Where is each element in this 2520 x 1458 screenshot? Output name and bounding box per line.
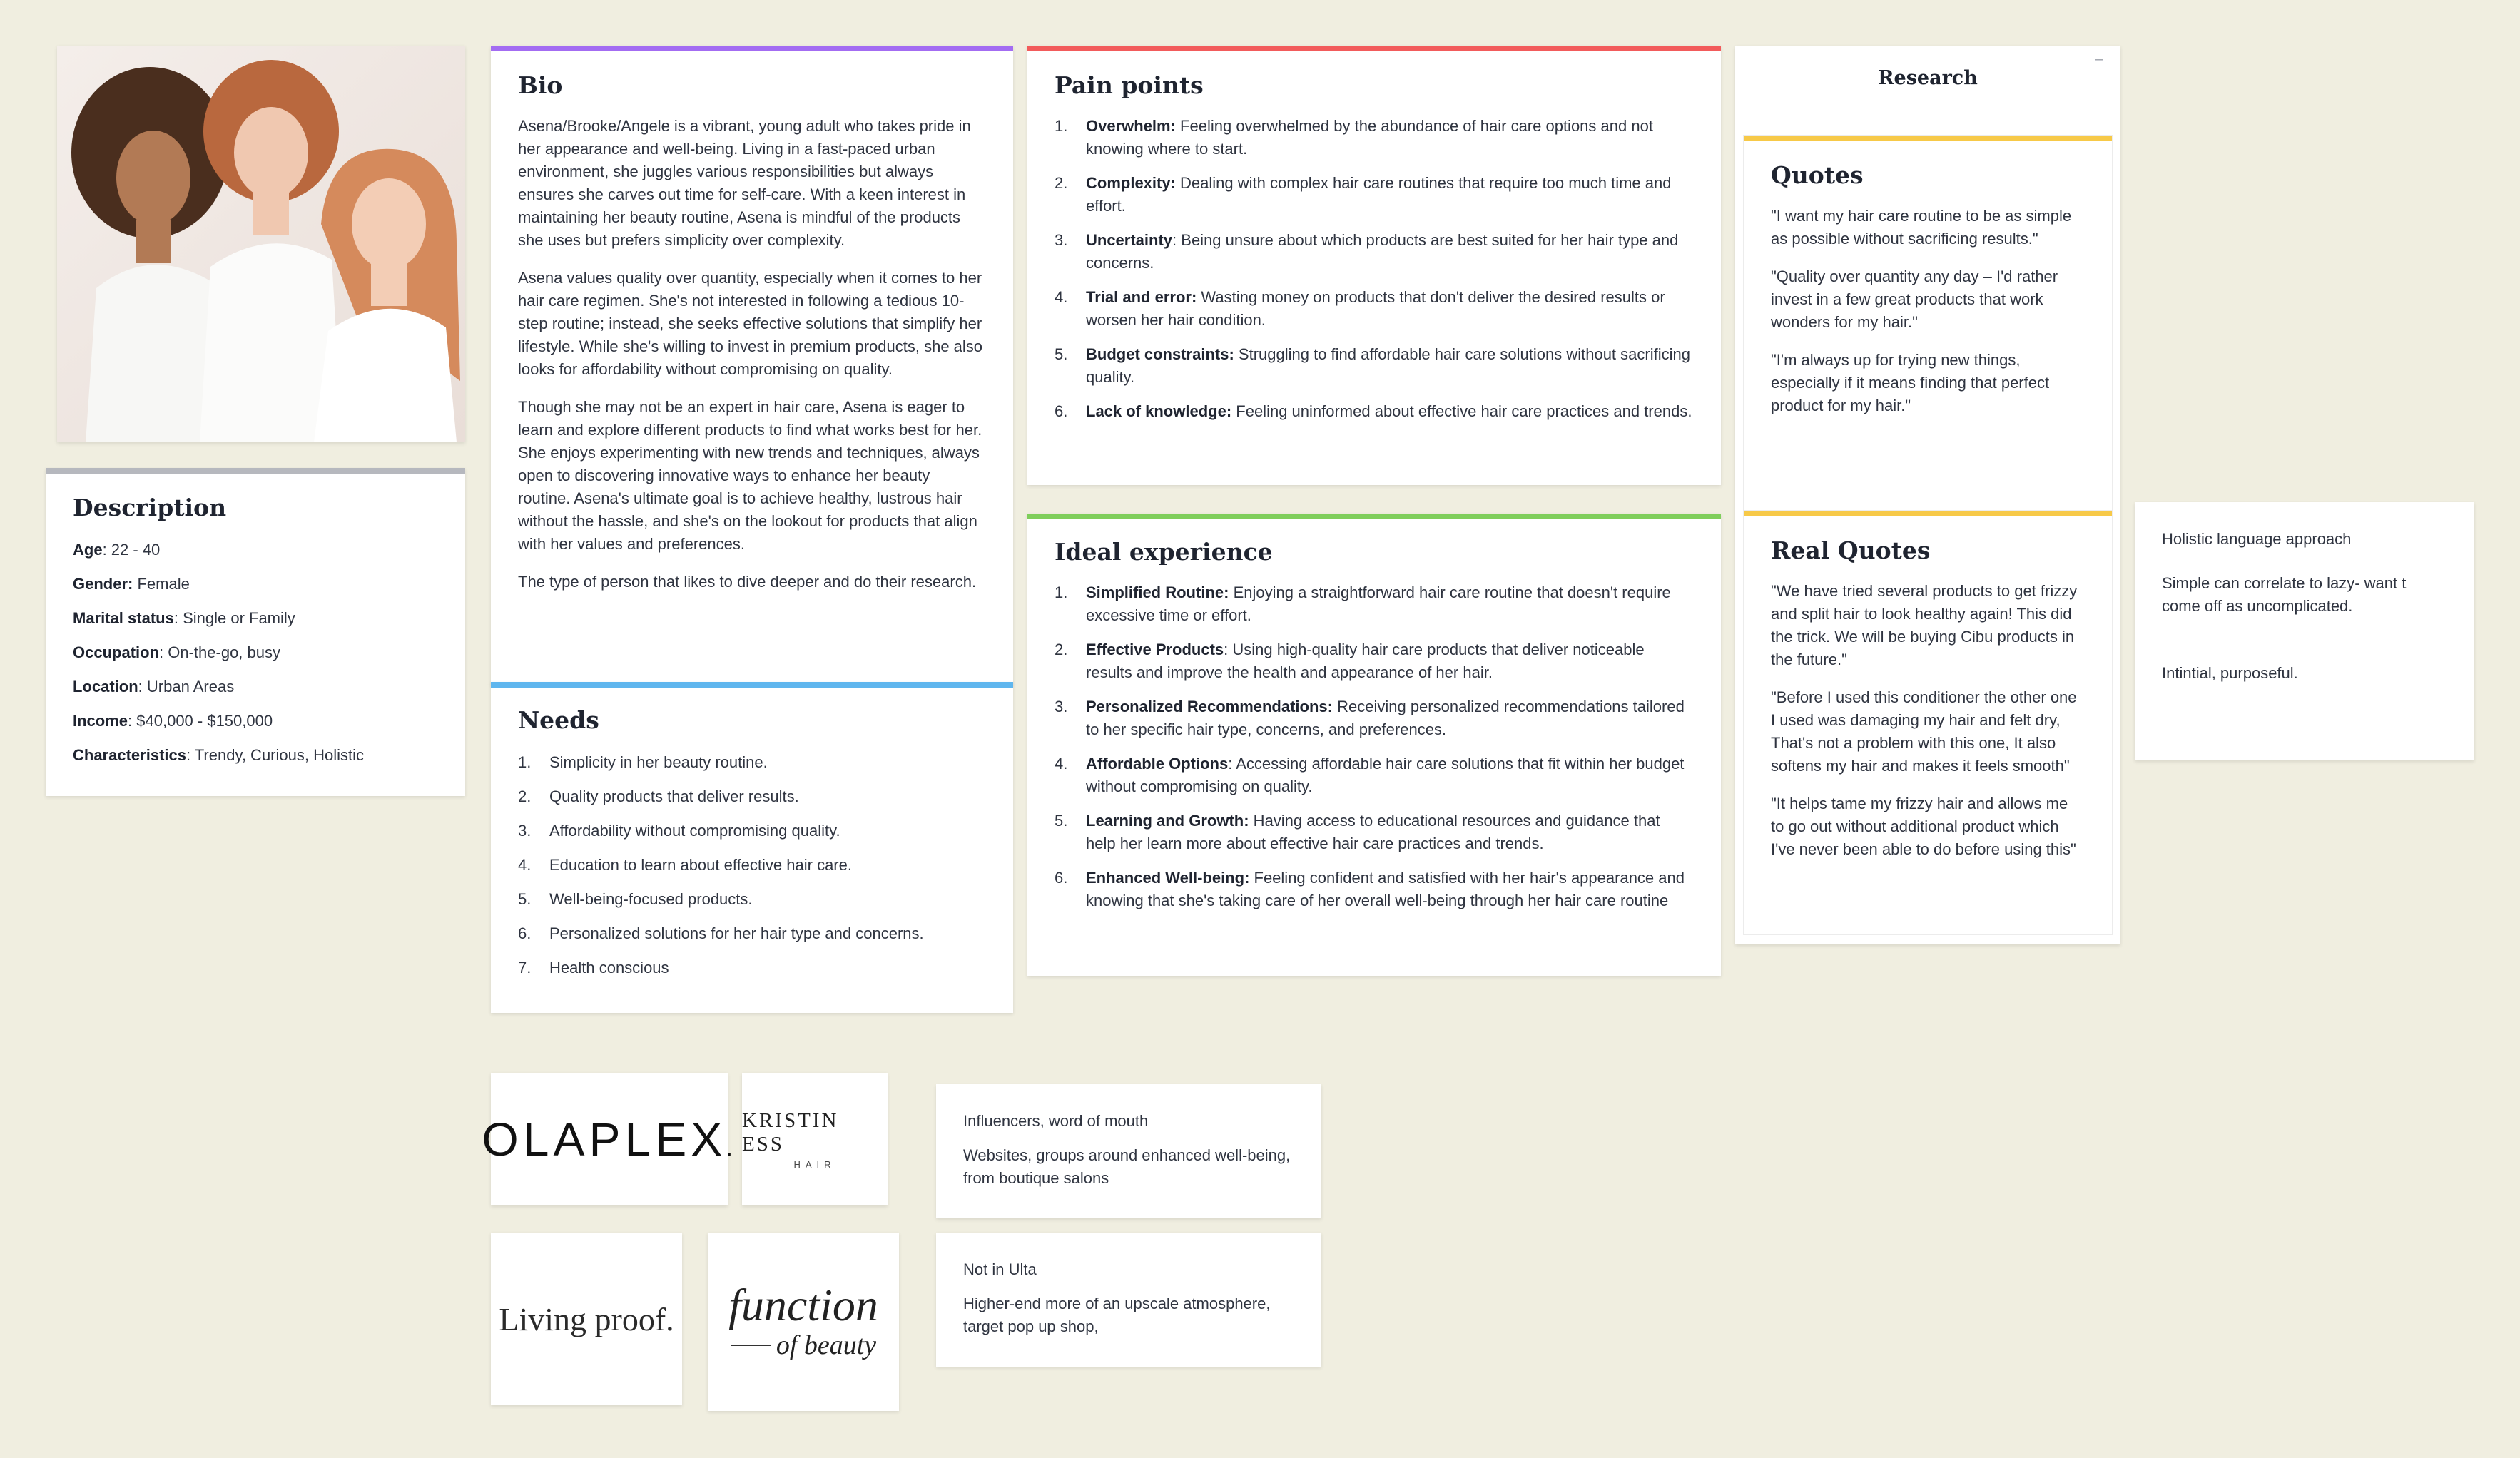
description-item: Marital status: Single or Family xyxy=(73,609,295,627)
needs-accent-bar xyxy=(491,682,1013,688)
real-quotes-accent-bar xyxy=(1744,511,2112,516)
note-line: Websites, groups around enhanced well-being, from boutique salons xyxy=(963,1146,1291,1187)
pain-points-title: Pain points xyxy=(1055,71,1204,99)
list-item: 5. Budget constraints: Struggling to find affordable hair care solutions without sacrificing quality. xyxy=(1055,345,1690,386)
bio-title: Bio xyxy=(518,71,563,99)
list-item: 2. Quality products that deliver results. xyxy=(518,787,799,805)
list-item: 1. Overwhelm: Feeling overwhelmed by the abundance of hair care options and not knowing where to start. xyxy=(1055,117,1653,158)
needs-title: Needs xyxy=(518,706,599,734)
bio-accent-bar xyxy=(491,46,1013,51)
bio-paragraph: Asena/Brooke/Angele is a vibrant, young adult who takes pride in her appearance and well-being. Living in a fast-paced urban environment, she juggles various responsibilities but always ensures she carves out time for self-care. With a keen interest in maintaining her beauty routine, Asena is mindful of the products she uses but prefers simplicity over complexity. xyxy=(518,117,971,249)
kristin-ess-subtitle: HAIR xyxy=(793,1158,836,1170)
note-line: Influencers, word of mouth xyxy=(963,1112,1149,1130)
description-card xyxy=(46,468,465,796)
note-line: Intintial, purposeful. xyxy=(2162,664,2298,682)
kristin-ess-logo xyxy=(742,1073,888,1205)
bio-paragraph: The type of person that likes to dive deeper and do their research. xyxy=(518,573,977,591)
channel-note[interactable] xyxy=(936,1084,1321,1218)
list-item: 4. Education to learn about effective hair care. xyxy=(518,856,852,874)
list-item: 6. Enhanced Well-being: Feeling confident and satisfied with her hair's appearance and knowing that she's taking care of her overall well-being through her hair care routine xyxy=(1055,869,1685,909)
research-frame[interactable] xyxy=(1735,46,2120,944)
list-item: 6. Personalized solutions for her hair type and concerns. xyxy=(518,924,924,942)
list-item: 1. Simplicity in her beauty routine. xyxy=(518,753,768,771)
bio-paragraph: Asena values quality over quantity, especially when it comes to her hair care regimen. She's not interested in following a tedious 10-step routine; instead, she seeks effective solutions that simplify her lifestyle. While she's willing to invest in premium products, she also looks for affordability without compromising on quality. xyxy=(518,269,983,378)
real-quotes-card xyxy=(1744,511,2112,934)
ideal-experience-list xyxy=(1055,581,1694,912)
olaplex-logo: OLAPLEX. xyxy=(491,1073,728,1205)
quote: "We have tried several products to get frizzy and split hair to look healthy again! This did the trick. We will be buying Cibu products in the future." xyxy=(1771,582,2078,668)
pain-points-accent-bar xyxy=(1027,46,1721,51)
real-quotes-title: Real Quotes xyxy=(1771,536,1931,564)
living-proof-wordmark: Living proof xyxy=(499,1300,666,1337)
persona-photo-icon xyxy=(57,46,465,442)
description-item: Occupation: On-the-go, busy xyxy=(73,643,280,661)
bio-card xyxy=(491,46,1013,685)
description-item: Characteristics: Trendy, Curious, Holistic xyxy=(73,746,364,764)
list-item: 4. Trial and error: Wasting money on products that don't deliver the desired results or worsen her hair condition. xyxy=(1055,288,1665,329)
description-title: Description xyxy=(73,494,227,521)
quote: "Quality over quantity any day – I'd rather invest in a few great products that work wonders for my hair." xyxy=(1771,267,2058,331)
list-item: 2. Effective Products: Using high-quality hair care products that deliver noticeable results and improve the health and appearance of her hair. xyxy=(1055,641,1645,681)
note-line: Simple can correlate to lazy- want t come off as uncomplicated. xyxy=(2162,574,2407,615)
function-wordmark: function xyxy=(728,1280,878,1330)
list-item: 1. Simplified Routine: Enjoying a straightforward hair care routine that doesn't require excessive time or effort. xyxy=(1055,583,1671,624)
retail-note[interactable] xyxy=(936,1233,1321,1367)
list-item: 2. Complexity: Dealing with complex hair care routines that require too much time and effort. xyxy=(1055,174,1672,215)
quote: "I'm always up for trying new things, especially if it means finding that perfect product for my hair." xyxy=(1771,351,2050,414)
research-title: Research xyxy=(1878,67,1978,89)
needs-card xyxy=(491,682,1013,1013)
quotes-accent-bar xyxy=(1744,136,2112,141)
ideal-experience-title: Ideal experience xyxy=(1055,538,1273,566)
note-line: Not in Ulta xyxy=(963,1260,1037,1278)
living-proof-logo: Living proof. xyxy=(491,1233,682,1405)
list-item: 3. Affordability without compromising quality. xyxy=(518,822,840,840)
note-line: Higher-end more of an upscale atmosphere, target pop up shop, xyxy=(963,1295,1271,1335)
description-item: Income: $40,000 - $150,000 xyxy=(73,712,273,730)
side-note[interactable] xyxy=(2135,502,2474,760)
ideal-experience-accent-bar xyxy=(1027,514,1721,519)
quote: "Before I used this conditioner the other one I used was damaging my hair and felt dry, That's not a problem with this one, It also softens my hair and makes it feels smooth" xyxy=(1771,688,2077,775)
pain-points-list xyxy=(1055,115,1694,423)
quote: "It helps tame my frizzy hair and allows me to go out without additional product which I've never been able to do before using this" xyxy=(1771,795,2076,858)
bio-paragraph: Though she may not be an expert in hair care, Asena is eager to learn and explore different products to find what works best for her. She enjoys experimenting with new trends and techniques, always open to discovering innovative ways to enhance her beauty routine. Asena's ultimate goal is to achieve healthy, lustrous hair without the hassle, and she's on the lookout for products that align with her values and preferences. xyxy=(518,398,982,553)
list-item: 6. Lack of knowledge: Feeling uninformed about effective hair care practices and trends. xyxy=(1055,402,1692,420)
kristin-ess-wordmark: KRISTIN ESS xyxy=(742,1108,839,1156)
ideal-experience-card xyxy=(1027,514,1721,976)
list-item: 5. Learning and Growth: Having access to educational resources and guidance that help her learn more about effective hair care practices and trends. xyxy=(1055,812,1660,852)
quotes-card xyxy=(1744,136,2112,546)
description-item: Age: 22 - 40 xyxy=(73,541,161,559)
of-beauty-wordmark: of beauty xyxy=(776,1330,877,1360)
olaplex-wordmark: OLAPLEX xyxy=(482,1113,727,1166)
persona-photo xyxy=(57,46,465,442)
list-item: 3. Personalized Recommendations: Receiving personalized recommendations tailored to her specific hair type, concerns, and preferences. xyxy=(1055,698,1685,738)
list-item: 4. Affordable Options: Accessing affordable hair care solutions that fit within her budget without compromising on quality. xyxy=(1055,755,1685,795)
function-of-beauty-logo xyxy=(708,1233,899,1411)
pain-points-card xyxy=(1027,46,1721,485)
list-item: 7. Health conscious xyxy=(518,959,669,977)
quotes-title: Quotes xyxy=(1771,161,1864,189)
quote: "I want my hair care routine to be as simple as possible without sacrificing results." xyxy=(1771,207,2072,248)
needs-list xyxy=(518,751,986,979)
list-item: 3. Uncertainty: Being unsure about which products are best suited for her hair type and concerns. xyxy=(1055,231,1679,272)
description-item: Location: Urban Areas xyxy=(73,678,235,695)
list-item: 5. Well-being-focused products. xyxy=(518,890,753,908)
description-item: Gender: Female xyxy=(73,575,190,593)
collapse-icon[interactable]: – xyxy=(2095,51,2103,67)
function-divider xyxy=(731,1345,771,1346)
note-line: Holistic language approach xyxy=(2162,530,2352,548)
description-accent-bar xyxy=(46,468,465,474)
